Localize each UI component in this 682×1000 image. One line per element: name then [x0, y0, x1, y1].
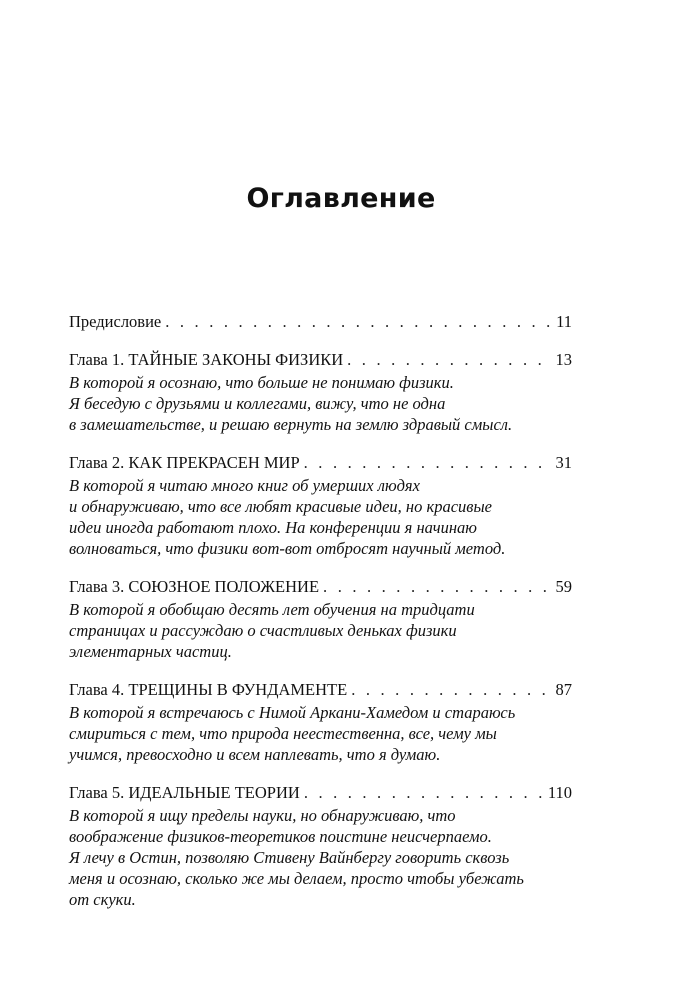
toc-entry-chapter-3 [69, 577, 572, 662]
description-line: идеи иногда работают плохо. На конференции я начинаю [69, 518, 477, 537]
description-line: воображение физиков-теоретиков поистине неисчерпаемо. [69, 827, 492, 846]
description-line: В которой я встречаюсь с Нимой Аркани-Хамедом и стараюсь [69, 703, 516, 722]
toc-entry-page: 87 [555, 680, 572, 699]
toc-entry-line[interactable] [69, 577, 572, 597]
description-line: в замешательстве, и решаю вернуть на землю здравый смысл. [69, 415, 513, 434]
toc-entry-description [69, 599, 572, 662]
toc-entry-page: 11 [556, 312, 572, 331]
toc-entry-page: 13 [555, 350, 572, 369]
description-line: учимся, превосходно и всем наплевать, что я думаю. [69, 745, 441, 764]
toc-entry-chapter-1 [69, 350, 572, 435]
toc-entry-title: Глава 1. ТАЙНЫЕ ЗАКОНЫ ФИЗИКИ [69, 350, 344, 369]
dot-leader [351, 680, 551, 700]
toc-entry-description [69, 372, 572, 435]
toc-entry-description [69, 702, 572, 765]
toc-entry-description [69, 475, 572, 559]
description-line: В которой я осознаю, что больше не понимаю физики. [69, 373, 454, 392]
dot-leader [165, 312, 552, 332]
toc-entry-line[interactable] [69, 783, 572, 803]
toc-entry-title: Предисловие [69, 312, 162, 331]
toc-entry-title: Глава 5. ИДЕАЛЬНЫЕ ТЕОРИИ [69, 783, 300, 802]
toc-entry-page: 31 [555, 453, 572, 472]
description-line: В которой я ищу пределы науки, но обнаруживаю, что [69, 806, 456, 825]
description-line: страницах и рассуждаю о счастливых деньках физики [69, 621, 457, 640]
toc-entry-description [69, 805, 572, 910]
toc-entry-chapter-2 [69, 453, 572, 559]
toc-entry-title: Глава 3. СОЮЗНОЕ ПОЛОЖЕНИЕ [69, 577, 320, 596]
description-line: В которой я читаю много книг об умерших людях [69, 476, 420, 495]
page-title: Оглавление [246, 183, 436, 214]
description-line: меня и осознаю, сколько же мы делаем, просто чтобы убежать [69, 869, 524, 888]
toc-entry-title: Глава 2. КАК ПРЕКРАСЕН МИР [69, 453, 300, 472]
table-of-contents [69, 312, 572, 928]
toc-entry-page: 110 [547, 783, 572, 802]
toc-entry-page: 59 [555, 577, 572, 596]
description-line: элементарных частиц. [69, 642, 232, 661]
toc-entry-chapter-4 [69, 680, 572, 765]
dot-leader [304, 783, 544, 803]
toc-entry-title: Глава 4. ТРЕЩИНЫ В ФУНДАМЕНТЕ [69, 680, 348, 699]
toc-entry-preface [69, 312, 572, 332]
toc-entry-line[interactable] [69, 453, 572, 473]
description-line: Я беседую с друзьями и коллегами, вижу, что не одна [69, 394, 446, 413]
toc-entry-line[interactable] [69, 350, 572, 370]
description-line: и обнаруживаю, что все любят красивые идеи, но красивые [69, 497, 492, 516]
description-line: Я лечу в Остин, позволяю Стивену Вайнбергу говорить сквозь [69, 848, 510, 867]
dot-leader [304, 453, 552, 473]
toc-entry-line[interactable] [69, 680, 572, 700]
description-line: смириться с тем, что природа неестественна, все, чему мы [69, 724, 497, 743]
description-line: волноваться, что физики вот-вот отбросят научный метод. [69, 539, 506, 558]
toc-entry-chapter-5 [69, 783, 572, 910]
description-line: от скуки. [69, 890, 136, 909]
dot-leader [347, 350, 551, 370]
dot-leader [323, 577, 551, 597]
description-line: В которой я обобщаю десять лет обучения на тридцати [69, 600, 475, 619]
toc-entry-line[interactable] [69, 312, 572, 332]
